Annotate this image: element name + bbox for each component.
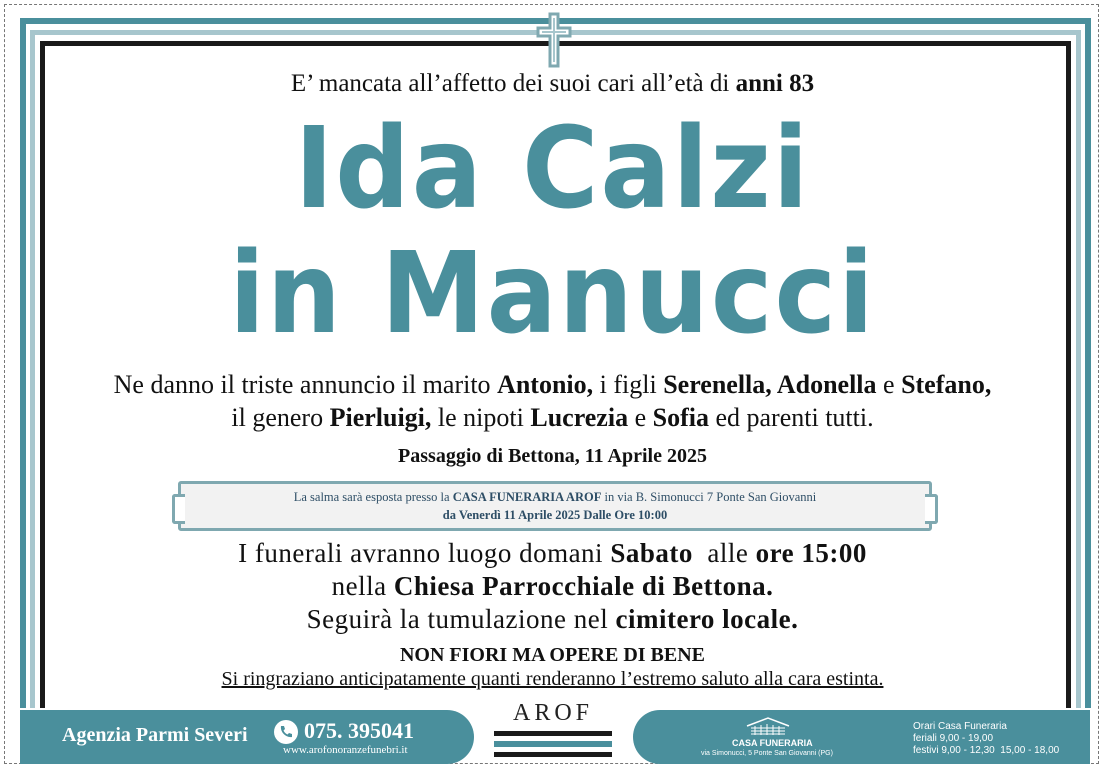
no-flowers: NON FIORI MA OPERE DI BENE (399, 644, 706, 666)
funeral-segment: Seguirà la tumulazione nel (306, 604, 616, 634)
place-date: Passaggio di Bettona, 11 Aprile 2025 (398, 445, 707, 467)
footer-casa-panel (633, 710, 1090, 764)
deceased-name-line1: Ida Calzi (294, 102, 811, 234)
announcement-segment: ed parenti tutti. (708, 403, 874, 432)
agency-name: Agenzia Parmi Severi (62, 724, 248, 746)
thanks-line (0, 668, 1105, 691)
casa-title: CASA FUNERARIA (732, 738, 813, 748)
announcement-segment: e (876, 370, 902, 399)
thanks-text: Si ringraziano anticipatamente quanti renderanno l’estremo saluto alla cara estinta. (221, 668, 884, 690)
announcement-segment: le nipoti (431, 403, 531, 432)
announcement-segment: Ne danno il triste annuncio il marito (113, 370, 498, 399)
funeral-segment: nella (331, 571, 394, 601)
announcement-segment: Lucrezia (530, 403, 629, 432)
funeral-home-icon (745, 716, 791, 736)
viewing-info-line1 (181, 488, 929, 506)
agency-website: www.arofonoranzefunebri.it (283, 744, 408, 756)
arof-logo-text: AROF (512, 700, 594, 726)
phone-icon (273, 719, 299, 745)
announcement-line1 (0, 370, 1105, 400)
funeral-line1 (0, 538, 1105, 569)
deceased-name-line2: in Manucci (229, 227, 876, 359)
announcement-segment: Stefano, (901, 370, 992, 399)
viewing-location: CASA FUNERARIA AROF (452, 490, 602, 504)
announcement-segment: Sofia (652, 403, 709, 432)
intro-text: E’ mancata all’affetto dei suoi cari all’età di (290, 70, 736, 97)
viewing-info-box (178, 481, 932, 531)
funeral-line2 (0, 571, 1105, 602)
casa-address: via Simonucci, 5 Ponte San Giovanni (PG) (701, 750, 833, 757)
age: anni 83 (735, 70, 815, 97)
intro-line (0, 70, 1105, 98)
funeral-line3 (0, 604, 1105, 635)
announcement-segment: Pierluigi, (329, 403, 432, 432)
announcement-line2 (0, 403, 1105, 433)
announcement-segment: Serenella, Adonella (663, 370, 877, 399)
hours-title: Orari Casa Funeraria (913, 721, 1007, 732)
funeral-segment: Chiesa Parrocchiale di Bettona. (393, 571, 774, 601)
announcement-segment: e (628, 403, 653, 432)
cross-icon (535, 12, 573, 68)
funeral-segment: alle (692, 538, 756, 568)
funeral-segment: I funerali avranno luogo domani (238, 538, 611, 568)
announcement-segment: i figli (593, 370, 664, 399)
agency-phone: 075. 395041 (304, 718, 414, 743)
viewing-info-line2: da Venerdì 11 Aprile 2025 Dalle Ore 10:00 (442, 508, 668, 522)
funeral-segment: Sabato (610, 538, 693, 568)
footer-agency-panel (20, 710, 474, 764)
hours-weekday: feriali 9,00 - 19,00 (913, 733, 994, 744)
announcement-segment: il genero (231, 403, 330, 432)
viewing-text-a: La salma sarà esposta presso la (293, 490, 453, 504)
hours-holiday: festivi 9,00 - 12,30 15,00 - 18,00 (913, 745, 1060, 756)
viewing-address: in via B. Simonucci 7 Ponte San Giovanni (601, 490, 817, 504)
funeral-segment: cimitero locale. (615, 604, 799, 634)
announcement-segment: Antonio, (497, 370, 594, 399)
funeral-segment: ore 15:00 (755, 538, 867, 568)
